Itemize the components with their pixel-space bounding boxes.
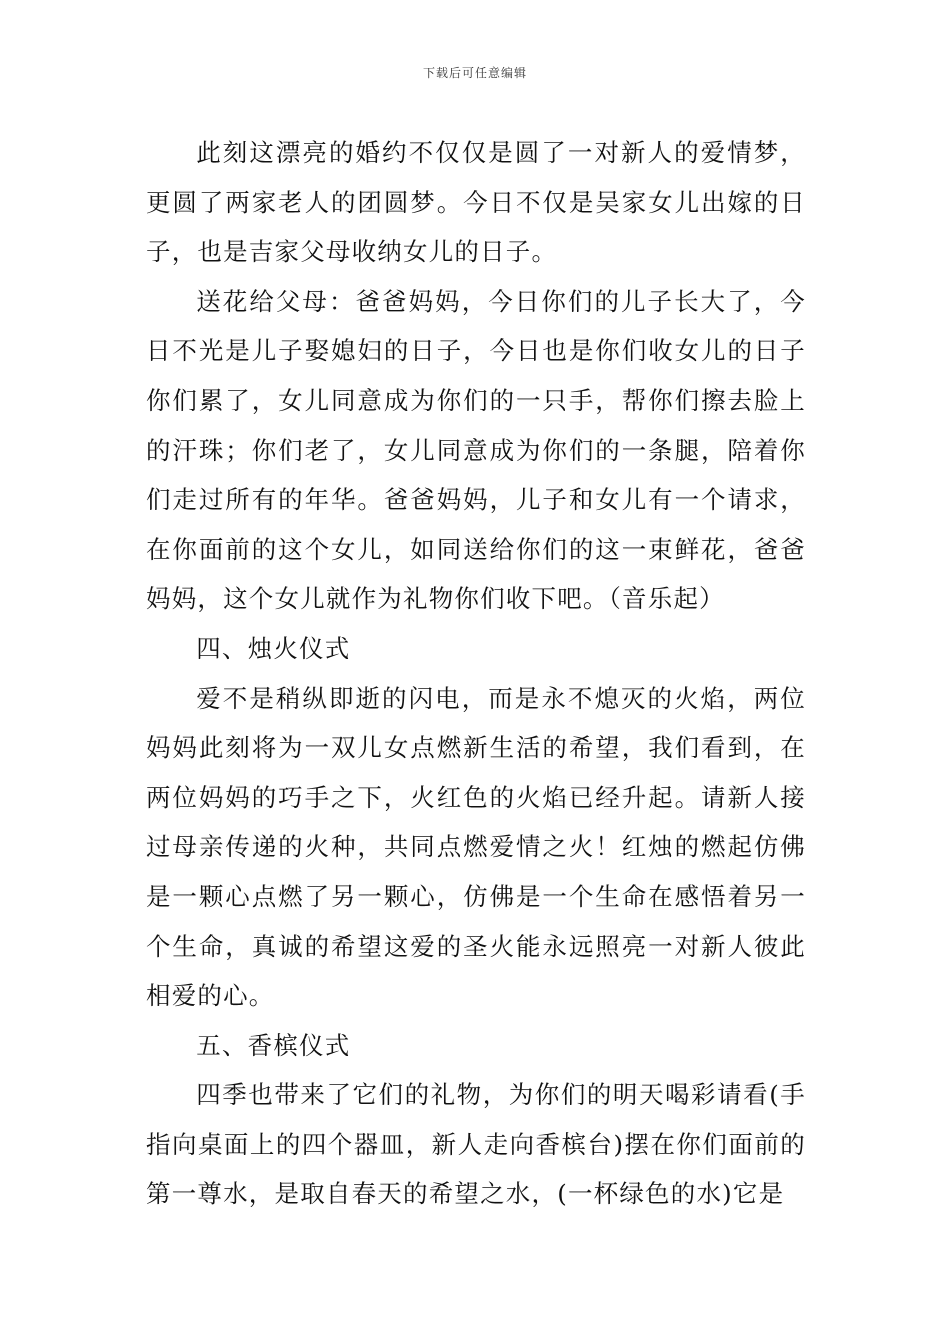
page-header: 下载后可任意编辑 bbox=[422, 66, 527, 80]
document-body bbox=[146, 128, 806, 1219]
paragraph-wedding-dream: 此刻这漂亮的婚约不仅仅是圆了一对新人的爱情梦，更圆了两家老人的团圆梦。今日不仅是吴家女儿出嫁的日子，也是吉家父母收纳女儿的日子。 bbox=[146, 138, 806, 267]
section-heading-champagne-ceremony: 五、香槟仪式 bbox=[196, 1030, 351, 1060]
paragraph-champagne-ceremony: 四季也带来了它们的礼物，为你们的明天喝彩请看(手指向桌面上的四个器皿，新人走向香槟台)摆在你们面前的第一尊水，是取自春天的希望之水，(一杯绿色的水)它是 bbox=[146, 1080, 806, 1209]
section-heading-candle-ceremony: 四、烛火仪式 bbox=[196, 633, 351, 663]
paragraph-flowers-to-parents: 送花给父母：爸爸妈妈，今日你们的儿子长大了，今日不光是儿子娶媳妇的日子，今日也是你们收女儿的日子你们累了，女儿同意成为你们的一只手，帮你们擦去脸上的汗珠；你们老了，女儿同意成为你们的一条腿，陪着你们走过所有的年华。爸爸妈妈，儿子和女儿有一个请求，在你面前的这个女儿，如同送给你们的这一束鲜花，爸爸妈妈，这个女儿就作为礼物你们收下吧。（音乐起） bbox=[146, 286, 806, 614]
paragraph-candle-ceremony: 爱不是稍纵即逝的闪电，而是永不熄灭的火焰，两位妈妈此刻将为一双儿女点燃新生活的希望，我们看到，在两位妈妈的巧手之下，火红色的火焰已经升起。请新人接过母亲传递的火种，共同点燃爱情之火！红烛的燃起仿佛是一颗心点燃了另一颗心，仿佛是一个生命在感悟着另一个生命，真诚的希望这爱的圣火能永远照亮一对新人彼此相爱的心。 bbox=[146, 683, 806, 1011]
